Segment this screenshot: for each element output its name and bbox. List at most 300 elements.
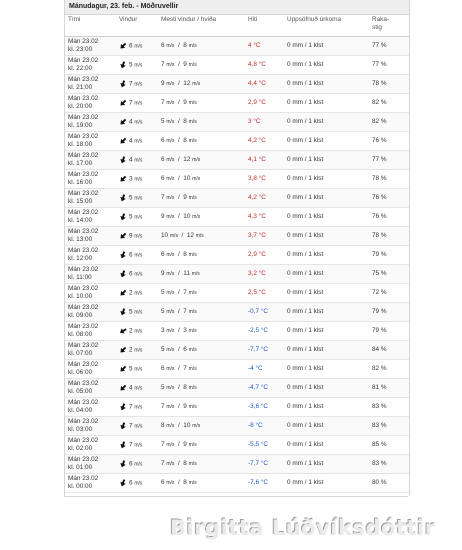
temp-unit: °C bbox=[258, 194, 266, 201]
precip-unit: mm / 1 klst bbox=[292, 61, 324, 68]
temp-value: 3,8 bbox=[248, 175, 257, 182]
max-wind-unit: m/s bbox=[166, 461, 175, 467]
row-date: Mán 23.02 bbox=[68, 380, 99, 387]
precip-unit: mm / 1 klst bbox=[292, 42, 324, 49]
gust-value: 8 bbox=[183, 479, 187, 486]
row-hour: kl. 21:00 bbox=[68, 84, 93, 91]
precip-cell bbox=[284, 113, 369, 132]
max-wind-cell: 6 m/s / 8 m/s bbox=[158, 37, 245, 56]
temp-unit: °C bbox=[255, 422, 263, 429]
table-row bbox=[65, 455, 409, 474]
temp-unit: °C bbox=[253, 42, 261, 49]
temp-unit: °C bbox=[260, 441, 268, 448]
max-wind-unit: m/s bbox=[166, 423, 175, 429]
max-wind-cell: 7 m/s / 9 m/s bbox=[158, 189, 245, 208]
humidity-cell: 78 % bbox=[369, 227, 409, 246]
temp-cell bbox=[245, 208, 284, 227]
wind-unit: m/s bbox=[134, 442, 143, 449]
row-date: Mán 23.02 bbox=[68, 399, 99, 406]
temp-value: -3,6 bbox=[248, 403, 260, 410]
row-hour: kl. 11:00 bbox=[68, 274, 92, 281]
temp-value: 3,2 bbox=[248, 270, 257, 277]
precip-cell bbox=[284, 132, 369, 151]
precip-unit: mm / 1 klst bbox=[292, 422, 324, 429]
temp-value: 3,7 bbox=[248, 232, 257, 239]
wind-unit: m/s bbox=[134, 290, 143, 297]
time-cell bbox=[65, 227, 116, 246]
temp-cell bbox=[245, 360, 284, 379]
wind-cell bbox=[116, 322, 158, 341]
wind-direction-arrow-icon bbox=[119, 346, 127, 354]
max-wind-cell: 7 m/s / 9 m/s bbox=[158, 56, 245, 75]
temp-cell bbox=[245, 436, 284, 455]
max-wind-unit: m/s bbox=[166, 157, 175, 163]
precip-unit: mm / 1 klst bbox=[292, 479, 324, 486]
wind-unit: m/s bbox=[134, 404, 143, 411]
table-row bbox=[65, 37, 409, 56]
gust-value: 8 bbox=[183, 251, 187, 258]
precip-value: 0 bbox=[287, 327, 291, 334]
wind-direction-arrow-icon bbox=[119, 289, 127, 297]
time-cell bbox=[65, 474, 116, 493]
row-date: Mán 23.02 bbox=[68, 57, 99, 64]
row-hour: kl. 03:00 bbox=[68, 426, 93, 433]
wind-unit: m/s bbox=[134, 100, 143, 107]
max-wind-value: 7 bbox=[161, 460, 165, 467]
temp-cell bbox=[245, 227, 284, 246]
row-date: Mán 23.02 bbox=[68, 323, 99, 330]
wind-speed: 7 bbox=[129, 99, 133, 107]
gust-unit: m/s bbox=[188, 62, 197, 68]
wind-speed: 4 bbox=[129, 118, 133, 126]
humidity-cell: 76 % bbox=[369, 132, 409, 151]
wind-unit: m/s bbox=[134, 480, 143, 487]
max-wind-cell: 5 m/s / 8 m/s bbox=[158, 113, 245, 132]
gust-value: 9 bbox=[183, 194, 187, 201]
temp-value: -7,7 bbox=[248, 460, 260, 467]
max-wind-cell: 5 m/s / 7 m/s bbox=[158, 284, 245, 303]
gust-unit: m/s bbox=[188, 404, 197, 410]
humidity-cell: 81 % bbox=[369, 379, 409, 398]
max-wind-value: 6 bbox=[161, 156, 165, 163]
wind-direction-arrow-icon bbox=[119, 460, 127, 468]
row-hour: kl. 22:00 bbox=[68, 65, 93, 72]
temp-unit: °C bbox=[260, 308, 268, 315]
gust-unit: m/s bbox=[188, 138, 197, 144]
max-wind-value: 6 bbox=[161, 365, 165, 372]
temp-value: 4,1 bbox=[248, 156, 257, 163]
max-wind-unit: m/s bbox=[169, 233, 178, 239]
humidity-cell: 82 % bbox=[369, 94, 409, 113]
row-date: Mán 23.02 bbox=[68, 76, 99, 83]
precip-cell bbox=[284, 151, 369, 170]
wind-speed: 5 bbox=[129, 365, 133, 373]
time-cell bbox=[65, 265, 116, 284]
table-row bbox=[65, 113, 409, 132]
wind-speed: 4 bbox=[129, 156, 133, 164]
weather-table-panel bbox=[64, 0, 410, 496]
wind-unit: m/s bbox=[134, 138, 143, 145]
gust-value: 12 bbox=[183, 80, 191, 87]
wind-direction-arrow-icon bbox=[119, 80, 127, 88]
wind-speed: 9 bbox=[129, 232, 133, 240]
wind-direction-arrow-icon bbox=[119, 175, 127, 183]
max-wind-cell: 7 m/s / 9 m/s bbox=[158, 398, 245, 417]
max-wind-cell: 6 m/s / 8 m/s bbox=[158, 132, 245, 151]
wind-direction-arrow-icon bbox=[119, 403, 127, 411]
humidity-cell: 76 % bbox=[369, 189, 409, 208]
temp-value: -7,7 bbox=[248, 346, 260, 353]
max-wind-value: 6 bbox=[161, 479, 165, 486]
wind-speed: 7 bbox=[129, 403, 133, 411]
wind-speed: 4 bbox=[129, 384, 133, 392]
table-row bbox=[65, 208, 409, 227]
row-date: Mán 23.02 bbox=[68, 190, 99, 197]
temp-unit: °C bbox=[260, 479, 268, 486]
max-wind-cell: 5 m/s / 7 m/s bbox=[158, 303, 245, 322]
humidity-cell: 82 % bbox=[369, 113, 409, 132]
max-wind-cell: 9 m/s / 10 m/s bbox=[158, 208, 245, 227]
max-wind-unit: m/s bbox=[166, 252, 175, 258]
time-cell bbox=[65, 132, 116, 151]
wind-direction-arrow-icon bbox=[119, 99, 127, 107]
temp-value: 4,2 bbox=[248, 194, 257, 201]
precip-unit: mm / 1 klst bbox=[292, 289, 324, 296]
temp-value: -0,7 bbox=[248, 308, 260, 315]
max-wind-unit: m/s bbox=[166, 214, 175, 220]
wind-direction-arrow-icon bbox=[119, 137, 127, 145]
precip-value: 0 bbox=[287, 156, 291, 163]
max-wind-value: 7 bbox=[161, 99, 165, 106]
temp-unit: °C bbox=[260, 346, 268, 353]
wind-unit: m/s bbox=[134, 366, 143, 373]
gust-unit: m/s bbox=[188, 347, 197, 353]
temp-unit: °C bbox=[255, 365, 263, 372]
max-wind-unit: m/s bbox=[166, 271, 175, 277]
table-row bbox=[65, 151, 409, 170]
time-cell bbox=[65, 436, 116, 455]
header-humidity[interactable] bbox=[369, 15, 409, 37]
max-wind-cell: 7 m/s / 8 m/s bbox=[158, 455, 245, 474]
wind-cell bbox=[116, 436, 158, 455]
temp-unit: °C bbox=[260, 327, 268, 334]
row-date: Mán 23.02 bbox=[68, 456, 99, 463]
max-wind-value: 7 bbox=[161, 441, 165, 448]
precip-cell bbox=[284, 227, 369, 246]
precip-unit: mm / 1 klst bbox=[292, 308, 324, 315]
humidity-cell: 85 % bbox=[369, 436, 409, 455]
gust-unit: m/s bbox=[188, 328, 197, 334]
wind-unit: m/s bbox=[134, 347, 143, 354]
wind-direction-arrow-icon bbox=[119, 213, 127, 221]
wind-cell bbox=[116, 246, 158, 265]
row-hour: kl. 18:00 bbox=[68, 141, 93, 148]
temp-value: 2,9 bbox=[248, 251, 257, 258]
precip-cell bbox=[284, 284, 369, 303]
precip-unit: mm / 1 klst bbox=[292, 175, 324, 182]
precip-cell bbox=[284, 398, 369, 417]
precip-unit: mm / 1 klst bbox=[292, 137, 324, 144]
time-cell bbox=[65, 284, 116, 303]
wind-speed: 5 bbox=[129, 61, 133, 69]
wind-direction-arrow-icon bbox=[119, 118, 127, 126]
precip-cell bbox=[284, 56, 369, 75]
precip-value: 0 bbox=[287, 99, 291, 106]
row-hour: kl. 23:00 bbox=[68, 46, 93, 53]
time-cell bbox=[65, 151, 116, 170]
precip-unit: mm / 1 klst bbox=[292, 156, 324, 163]
table-row bbox=[65, 284, 409, 303]
temp-cell bbox=[245, 113, 284, 132]
row-date: Mán 23.02 bbox=[68, 133, 99, 140]
precip-cell bbox=[284, 455, 369, 474]
table-row bbox=[65, 227, 409, 246]
wind-cell bbox=[116, 37, 158, 56]
precip-unit: mm / 1 klst bbox=[292, 270, 324, 277]
wind-speed: 7 bbox=[129, 80, 133, 88]
table-caption: Mánudagur, 23. feb. - Möðruvellir bbox=[65, 0, 409, 15]
precip-value: 0 bbox=[287, 42, 291, 49]
wind-direction-arrow-icon bbox=[119, 479, 127, 487]
humidity-cell: 75 % bbox=[369, 265, 409, 284]
wind-cell bbox=[116, 189, 158, 208]
table-row bbox=[65, 341, 409, 360]
max-wind-unit: m/s bbox=[166, 442, 175, 448]
gust-unit: m/s bbox=[188, 480, 197, 486]
precip-value: 0 bbox=[287, 194, 291, 201]
temp-value: -7,6 bbox=[248, 479, 260, 486]
gust-unit: m/s bbox=[188, 195, 197, 201]
humidity-cell: 80 % bbox=[369, 474, 409, 493]
row-date: Mán 23.02 bbox=[68, 95, 99, 102]
header-humidity-line1: Raka- bbox=[372, 16, 390, 23]
humidity-cell: 82 % bbox=[369, 360, 409, 379]
gust-value: 6 bbox=[183, 346, 187, 353]
humidity-cell: 78 % bbox=[369, 170, 409, 189]
wind-direction-arrow-icon bbox=[119, 422, 127, 430]
precip-value: 0 bbox=[287, 479, 291, 486]
max-wind-cell: 6 m/s / 8 m/s bbox=[158, 246, 245, 265]
precip-value: 0 bbox=[287, 403, 291, 410]
wind-speed: 4 bbox=[129, 137, 133, 145]
precip-unit: mm / 1 klst bbox=[292, 365, 324, 372]
wind-speed: 6 bbox=[129, 42, 133, 50]
humidity-cell: 83 % bbox=[369, 398, 409, 417]
header-wind[interactable]: Vindur bbox=[116, 15, 158, 37]
temp-cell bbox=[245, 94, 284, 113]
precip-value: 0 bbox=[287, 137, 291, 144]
temp-cell bbox=[245, 189, 284, 208]
max-wind-cell: 8 m/s / 10 m/s bbox=[158, 417, 245, 436]
wind-unit: m/s bbox=[134, 81, 143, 88]
temp-value: -4 bbox=[248, 365, 254, 372]
precip-cell bbox=[284, 474, 369, 493]
temp-value: -5,5 bbox=[248, 441, 260, 448]
wind-cell bbox=[116, 474, 158, 493]
gust-value: 8 bbox=[183, 384, 187, 391]
wind-direction-arrow-icon bbox=[119, 384, 127, 392]
temp-cell bbox=[245, 303, 284, 322]
wind-cell bbox=[116, 379, 158, 398]
row-date: Mán 23.02 bbox=[68, 418, 99, 425]
table-row bbox=[65, 246, 409, 265]
precip-unit: mm / 1 klst bbox=[292, 327, 324, 334]
precip-unit: mm / 1 klst bbox=[292, 460, 324, 467]
temp-cell bbox=[245, 417, 284, 436]
temp-cell bbox=[245, 398, 284, 417]
max-wind-unit: m/s bbox=[166, 366, 175, 372]
row-date: Mán 23.02 bbox=[68, 38, 99, 45]
temp-cell bbox=[245, 170, 284, 189]
table-row bbox=[65, 75, 409, 94]
time-cell bbox=[65, 75, 116, 94]
precip-value: 0 bbox=[287, 441, 291, 448]
row-hour: kl. 04:00 bbox=[68, 407, 93, 414]
max-wind-cell: 6 m/s / 12 m/s bbox=[158, 151, 245, 170]
wind-unit: m/s bbox=[134, 233, 143, 240]
row-hour: kl. 20:00 bbox=[68, 103, 93, 110]
max-wind-unit: m/s bbox=[166, 100, 175, 106]
precip-value: 0 bbox=[287, 422, 291, 429]
row-hour: kl. 00:00 bbox=[68, 483, 93, 490]
max-wind-value: 7 bbox=[161, 403, 165, 410]
precip-value: 0 bbox=[287, 346, 291, 353]
table-row bbox=[65, 170, 409, 189]
row-date: Mán 23.02 bbox=[68, 437, 99, 444]
gust-value: 10 bbox=[183, 175, 191, 182]
max-wind-cell: 6 m/s / 8 m/s bbox=[158, 474, 245, 493]
header-max-wind[interactable]: Mesti vindur / hviða bbox=[158, 15, 245, 37]
header-temp[interactable]: Hiti bbox=[245, 15, 284, 37]
wind-cell bbox=[116, 360, 158, 379]
gust-unit: m/s bbox=[192, 423, 201, 429]
wind-cell bbox=[116, 455, 158, 474]
gust-unit: m/s bbox=[188, 461, 197, 467]
watermark-signature: Birgitta Lúðvíksdóttir bbox=[170, 516, 436, 540]
max-wind-unit: m/s bbox=[166, 404, 175, 410]
max-wind-value: 6 bbox=[161, 137, 165, 144]
precip-unit: mm / 1 klst bbox=[292, 403, 324, 410]
time-cell bbox=[65, 322, 116, 341]
table-row bbox=[65, 265, 409, 284]
gust-unit: m/s bbox=[188, 309, 197, 315]
precip-value: 0 bbox=[287, 308, 291, 315]
wind-speed: 5 bbox=[129, 213, 133, 221]
gust-unit: m/s bbox=[188, 442, 197, 448]
wind-cell bbox=[116, 113, 158, 132]
time-cell bbox=[65, 94, 116, 113]
max-wind-value: 6 bbox=[161, 175, 165, 182]
time-cell bbox=[65, 37, 116, 56]
precip-cell bbox=[284, 322, 369, 341]
gust-unit: m/s bbox=[188, 366, 197, 372]
precip-cell bbox=[284, 303, 369, 322]
gust-unit: m/s bbox=[188, 290, 197, 296]
table-row bbox=[65, 132, 409, 151]
wind-speed: 3 bbox=[129, 175, 133, 183]
wind-cell bbox=[116, 303, 158, 322]
precip-cell bbox=[284, 189, 369, 208]
temp-unit: °C bbox=[258, 99, 266, 106]
precip-unit: mm / 1 klst bbox=[292, 213, 324, 220]
max-wind-unit: m/s bbox=[166, 480, 175, 486]
table-row bbox=[65, 436, 409, 455]
time-cell bbox=[65, 303, 116, 322]
row-hour: kl. 12:00 bbox=[68, 255, 93, 262]
gust-value: 7 bbox=[183, 365, 187, 372]
row-hour: kl. 02:00 bbox=[68, 445, 93, 452]
max-wind-value: 9 bbox=[161, 270, 165, 277]
wind-cell bbox=[116, 265, 158, 284]
wind-unit: m/s bbox=[134, 252, 143, 259]
header-precip[interactable]: Uppsöfnuð úrkoma bbox=[284, 15, 369, 37]
precip-value: 0 bbox=[287, 175, 291, 182]
precip-cell bbox=[284, 379, 369, 398]
wind-direction-arrow-icon bbox=[119, 42, 127, 50]
temp-unit: °C bbox=[258, 137, 266, 144]
max-wind-unit: m/s bbox=[166, 176, 175, 182]
table-row bbox=[65, 303, 409, 322]
humidity-cell: 79 % bbox=[369, 322, 409, 341]
max-wind-value: 5 bbox=[161, 289, 165, 296]
row-date: Mán 23.02 bbox=[68, 152, 99, 159]
temp-value: 3 bbox=[248, 118, 252, 125]
temp-unit: °C bbox=[258, 156, 266, 163]
precip-cell bbox=[284, 94, 369, 113]
wind-cell bbox=[116, 417, 158, 436]
row-hour: kl. 19:00 bbox=[68, 122, 93, 129]
row-hour: kl. 13:00 bbox=[68, 236, 93, 243]
time-cell bbox=[65, 398, 116, 417]
humidity-cell: 78 % bbox=[369, 75, 409, 94]
precip-unit: mm / 1 klst bbox=[292, 441, 324, 448]
table-row bbox=[65, 398, 409, 417]
wind-unit: m/s bbox=[134, 271, 143, 278]
header-row bbox=[65, 15, 409, 37]
table-row bbox=[65, 379, 409, 398]
max-wind-value: 5 bbox=[161, 118, 165, 125]
temp-value: 2,5 bbox=[248, 289, 257, 296]
wind-cell bbox=[116, 208, 158, 227]
row-date: Mán 23.02 bbox=[68, 342, 99, 349]
wind-direction-arrow-icon bbox=[119, 232, 127, 240]
temp-cell bbox=[245, 341, 284, 360]
table-row bbox=[65, 360, 409, 379]
temp-value: -8 bbox=[248, 422, 254, 429]
max-wind-cell: 7 m/s / 9 m/s bbox=[158, 436, 245, 455]
header-time[interactable]: Tími bbox=[65, 15, 116, 37]
humidity-cell: 72 % bbox=[369, 284, 409, 303]
temp-value: 4,8 bbox=[248, 61, 257, 68]
row-hour: kl. 05:00 bbox=[68, 388, 93, 395]
temp-cell bbox=[245, 37, 284, 56]
temp-unit: °C bbox=[260, 460, 268, 467]
temp-cell bbox=[245, 322, 284, 341]
precip-unit: mm / 1 klst bbox=[292, 232, 324, 239]
temp-unit: °C bbox=[258, 175, 266, 182]
wind-speed: 6 bbox=[129, 270, 133, 278]
precip-value: 0 bbox=[287, 232, 291, 239]
temp-cell bbox=[245, 455, 284, 474]
gust-value: 10 bbox=[183, 422, 191, 429]
table-row bbox=[65, 322, 409, 341]
time-cell bbox=[65, 341, 116, 360]
precip-unit: mm / 1 klst bbox=[292, 99, 324, 106]
temp-unit: °C bbox=[258, 251, 266, 258]
gust-value: 9 bbox=[183, 61, 187, 68]
row-hour: kl. 10:00 bbox=[68, 293, 93, 300]
gust-unit: m/s bbox=[188, 43, 197, 49]
